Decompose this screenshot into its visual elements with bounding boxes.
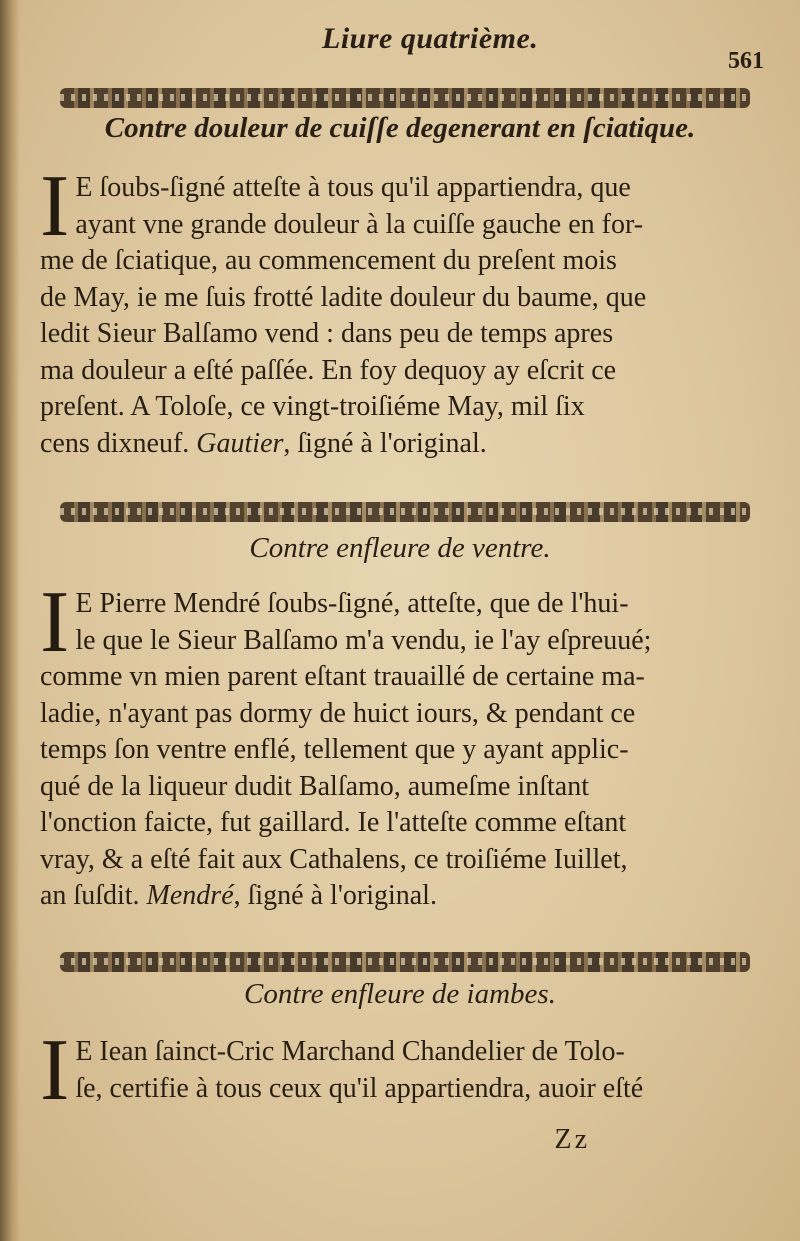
book-gutter [0,0,20,1241]
text-line: de May, ie me ſuis frotté ladite douleur du baume, que [40,281,647,313]
section-body [40,1022,740,1119]
text-fragment: cens dixneuf. [40,427,197,459]
text-line [40,426,740,463]
page-number: 561 [728,48,764,74]
text-line: comme vn mien parent eſtant trauaillé de certaine ma- [40,661,645,692]
ornament-band [60,88,750,108]
text-line: E ſoubs-ſigné atteſte à tous qu'il appartiendra, que [75,172,631,203]
running-title: Liure quatrième. [322,22,539,55]
section-body [40,158,740,462]
text-line: E Iean ſainct-Cric Marchand Chandelier de Tolo- [75,1036,625,1067]
text-line: le que le Sieur Balſamo m'a vendu, ie l'ay eſpreuué; [75,624,652,656]
text-line: ayant vne grande douleur à la cuiſſe gauche en for- [75,208,644,240]
text-line: me de ſciatique, au commencement du preſent mois [40,245,617,276]
text-line: E Pierre Mendré ſoubs-ſigné, atteſte, que de l'hui- [75,588,629,619]
drop-capital: I [40,158,70,255]
text-line: ma douleur a eſté paſſée. En foy dequoy ay eſcrit ce [40,354,617,386]
drop-capital: I [40,1022,70,1119]
text-line [40,878,740,915]
ornament-band [60,502,750,522]
text-fragment: an ſuſdit. [40,880,147,911]
signature-name: Mendré [146,880,234,911]
text-line: vray, & a eſté fait aux Cathalens, ce troiſiéme Iuillet, [40,843,628,875]
catchword: Zz [554,1124,590,1155]
running-head [0,18,800,74]
drop-capital: I [40,574,70,671]
text-line: ledit Sieur Balſamo vend : dans peu de temps apres [40,318,614,349]
section-body [40,574,740,915]
text-line: preſent. A Toloſe, ce vingt-troiſiéme May, mil ſix [40,391,585,422]
text-line: l'onction faicte, fut gaillard. Ie l'atteſte comme eſtant [40,807,627,838]
section-heading: Contre enfleure de iambes. [244,978,556,1010]
section-heading: Contre douleur de cuiſſe degenerant en ſciatique. [104,112,696,144]
section-heading: Contre enfleure de ventre. [249,532,551,564]
text-line: qué de la liqueur dudit Balſamo, aumeſme inſtant [40,770,589,802]
text-line: ſe, certifie à tous ceux qu'il appartiendra, auoir eſté [75,1072,644,1104]
text-fragment: , ſigné à l'original. [283,427,487,459]
text-line: ladie, n'ayant pas dormy de huict iours, & pendant ce [40,697,636,729]
text-fragment: , ſigné à l'original. [233,880,437,911]
ornament-band [60,952,750,972]
signature-name: Gautier [196,427,284,459]
text-line: temps ſon ventre enflé, tellement que y ayant applic- [40,734,629,765]
